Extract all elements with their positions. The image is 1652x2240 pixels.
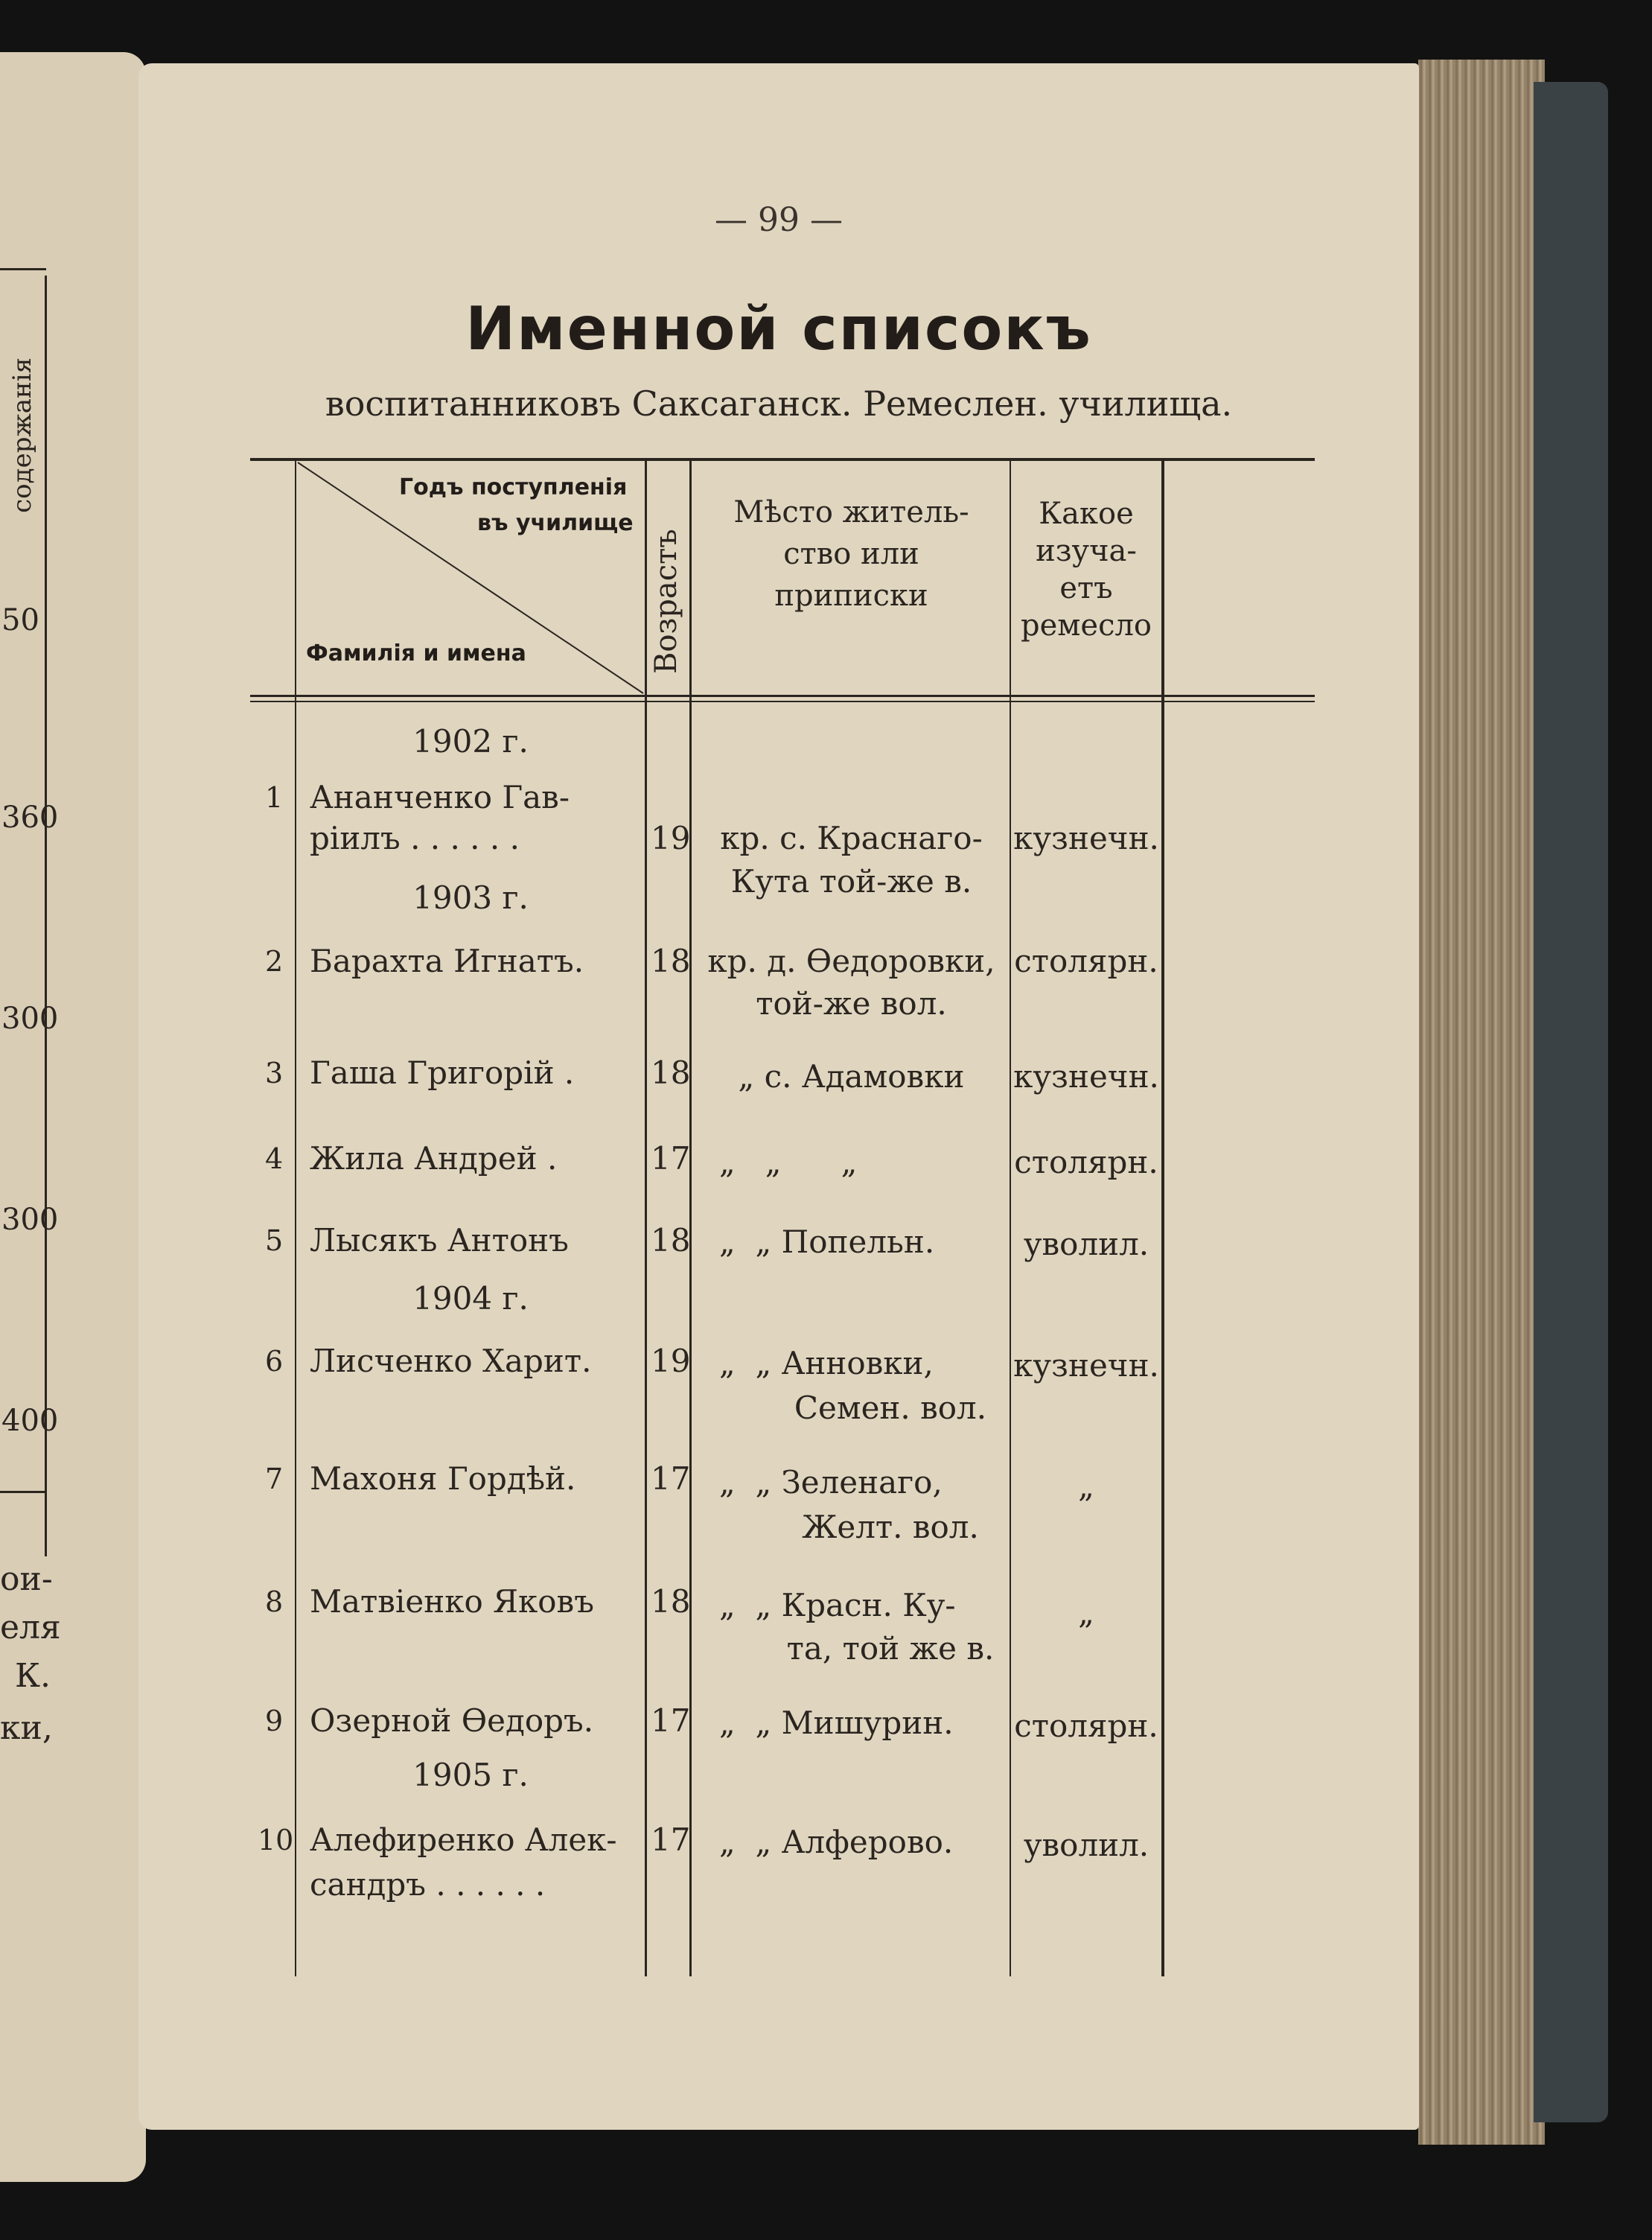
- left-page-fragment: [0, 52, 146, 2182]
- left-word: К.: [15, 1657, 51, 1695]
- left-number: 300: [1, 1203, 59, 1237]
- row-place-cont: Кута той-же в.: [730, 863, 972, 900]
- header-craft-line: изуча-: [1036, 534, 1137, 568]
- row-place: „ „ Красн. Ку-: [719, 1587, 956, 1623]
- page-title: Именной списокъ: [465, 294, 1092, 363]
- row-age: 18: [651, 1222, 691, 1259]
- left-top-rule: [0, 268, 46, 270]
- row-craft: кузнечн.: [1013, 820, 1159, 856]
- row-name: Ананченко Гав-: [310, 779, 570, 815]
- header-craft-line: етъ: [1059, 571, 1113, 605]
- row-craft: столярн.: [1014, 1144, 1158, 1180]
- row-name: Жила Андрей .: [310, 1140, 558, 1177]
- row-place: „ „ Попельн.: [719, 1224, 935, 1260]
- header-place-line: приписки: [774, 579, 928, 613]
- row-age: 18: [651, 943, 691, 979]
- row-name: Лысякъ Антонъ: [310, 1222, 569, 1259]
- header-names: Фамилія и имена: [306, 640, 526, 666]
- row-number: 4: [265, 1142, 284, 1175]
- table-header-rule: [250, 695, 1315, 697]
- row-number: 5: [265, 1224, 284, 1257]
- year-label: 1904 г.: [412, 1280, 529, 1317]
- row-place: „ с. Адамовки: [738, 1058, 965, 1095]
- column-rule-right: [1161, 461, 1164, 1976]
- row-craft: „: [1078, 1594, 1094, 1631]
- row-age: 17: [651, 1460, 691, 1497]
- left-number: 50: [1, 603, 39, 637]
- row-name-cont: сандръ . . . . . .: [310, 1866, 546, 1903]
- row-place-cont: Семен. вол.: [794, 1390, 987, 1426]
- row-name: Барахта Игнатъ.: [310, 943, 584, 979]
- row-craft: „: [1078, 1468, 1094, 1504]
- header-age: Возрастъ: [649, 529, 683, 674]
- header-craft-line: Какое: [1039, 497, 1134, 531]
- row-craft: кузнечн.: [1013, 1347, 1159, 1384]
- row-craft: кузнечн.: [1013, 1058, 1159, 1095]
- row-age: 17: [651, 1702, 691, 1739]
- row-age: 18: [651, 1583, 691, 1620]
- column-rule-age-left: [645, 461, 647, 1976]
- row-age: 17: [651, 1140, 691, 1177]
- year-label: 1902 г.: [412, 723, 529, 760]
- row-number: 7: [265, 1463, 284, 1495]
- year-label: 1905 г.: [412, 1757, 529, 1793]
- row-name-cont: ріилъ . . . . . .: [310, 820, 520, 856]
- header-place-line: Мѣсто житель-: [733, 495, 969, 529]
- row-number: 8: [265, 1585, 284, 1618]
- left-word: ои-: [0, 1560, 53, 1598]
- main-page: [138, 63, 1419, 2130]
- row-place: „ „ Анновки,: [719, 1345, 934, 1381]
- row-name: Махоня Гордѣй.: [310, 1460, 576, 1497]
- row-craft: столярн.: [1014, 1708, 1158, 1744]
- row-number: 2: [265, 945, 284, 978]
- row-name: Гаша Григорій .: [310, 1054, 575, 1091]
- row-craft: уволил.: [1023, 1827, 1149, 1863]
- year-label: 1903 г.: [412, 879, 529, 916]
- book-cover: [1534, 82, 1608, 2122]
- row-place: „ „ Зеленаго,: [719, 1464, 943, 1501]
- left-number: 360: [1, 801, 59, 835]
- row-place: кр. д. Ѳедоровки,: [707, 943, 995, 979]
- row-craft: столярн.: [1014, 943, 1158, 979]
- left-column-rule: [45, 276, 47, 1556]
- row-number: 10: [258, 1824, 294, 1856]
- row-place: кр. с. Краснаго-: [720, 820, 983, 856]
- header-year: Годъ поступленія: [399, 474, 628, 500]
- page-edges: [1418, 60, 1545, 2145]
- row-place-cont: Желт. вол.: [802, 1509, 979, 1545]
- row-place: „ „ Алферово.: [719, 1824, 954, 1860]
- row-place-cont: та, той же в.: [786, 1630, 995, 1667]
- row-age: 17: [651, 1821, 691, 1858]
- header-place: [693, 491, 1010, 617]
- page-subtitle: воспитанниковъ Саксаганск. Ремеслен. училища.: [325, 384, 1233, 424]
- header-year-2: въ училище: [477, 510, 634, 536]
- left-word: еля: [0, 1609, 61, 1646]
- header-craft: [1011, 495, 1161, 644]
- row-name: Озерной Ѳедоръ.: [310, 1702, 594, 1739]
- row-age: 19: [651, 1343, 691, 1379]
- row-name: Лисченко Харит.: [310, 1343, 592, 1379]
- row-place: „ „ „: [719, 1144, 858, 1180]
- left-number: 400: [1, 1404, 59, 1438]
- row-place-cont: той-же вол.: [756, 985, 947, 1022]
- row-number: 3: [265, 1057, 284, 1089]
- row-age: 19: [651, 820, 691, 856]
- row-number: 9: [265, 1705, 284, 1737]
- left-number: 300: [1, 1002, 59, 1036]
- header-craft-line: ремесло: [1021, 608, 1152, 643]
- row-age: 18: [651, 1054, 691, 1091]
- header-place-line: ство или: [783, 537, 919, 571]
- row-place: „ „ Мишурин.: [719, 1705, 954, 1741]
- left-word: ки,: [0, 1709, 53, 1747]
- row-number: 1: [265, 781, 284, 814]
- row-name: Матвіенко Яковъ: [310, 1583, 594, 1620]
- row-number: 6: [265, 1345, 284, 1378]
- left-bottom-rule: [0, 1491, 46, 1493]
- table-header-rule-2: [250, 701, 1315, 702]
- row-name: Алефиренко Алек-: [310, 1821, 617, 1858]
- row-craft: уволил.: [1023, 1226, 1149, 1262]
- left-column-header: содержанія: [7, 357, 37, 513]
- page-number: — 99 —: [715, 201, 843, 239]
